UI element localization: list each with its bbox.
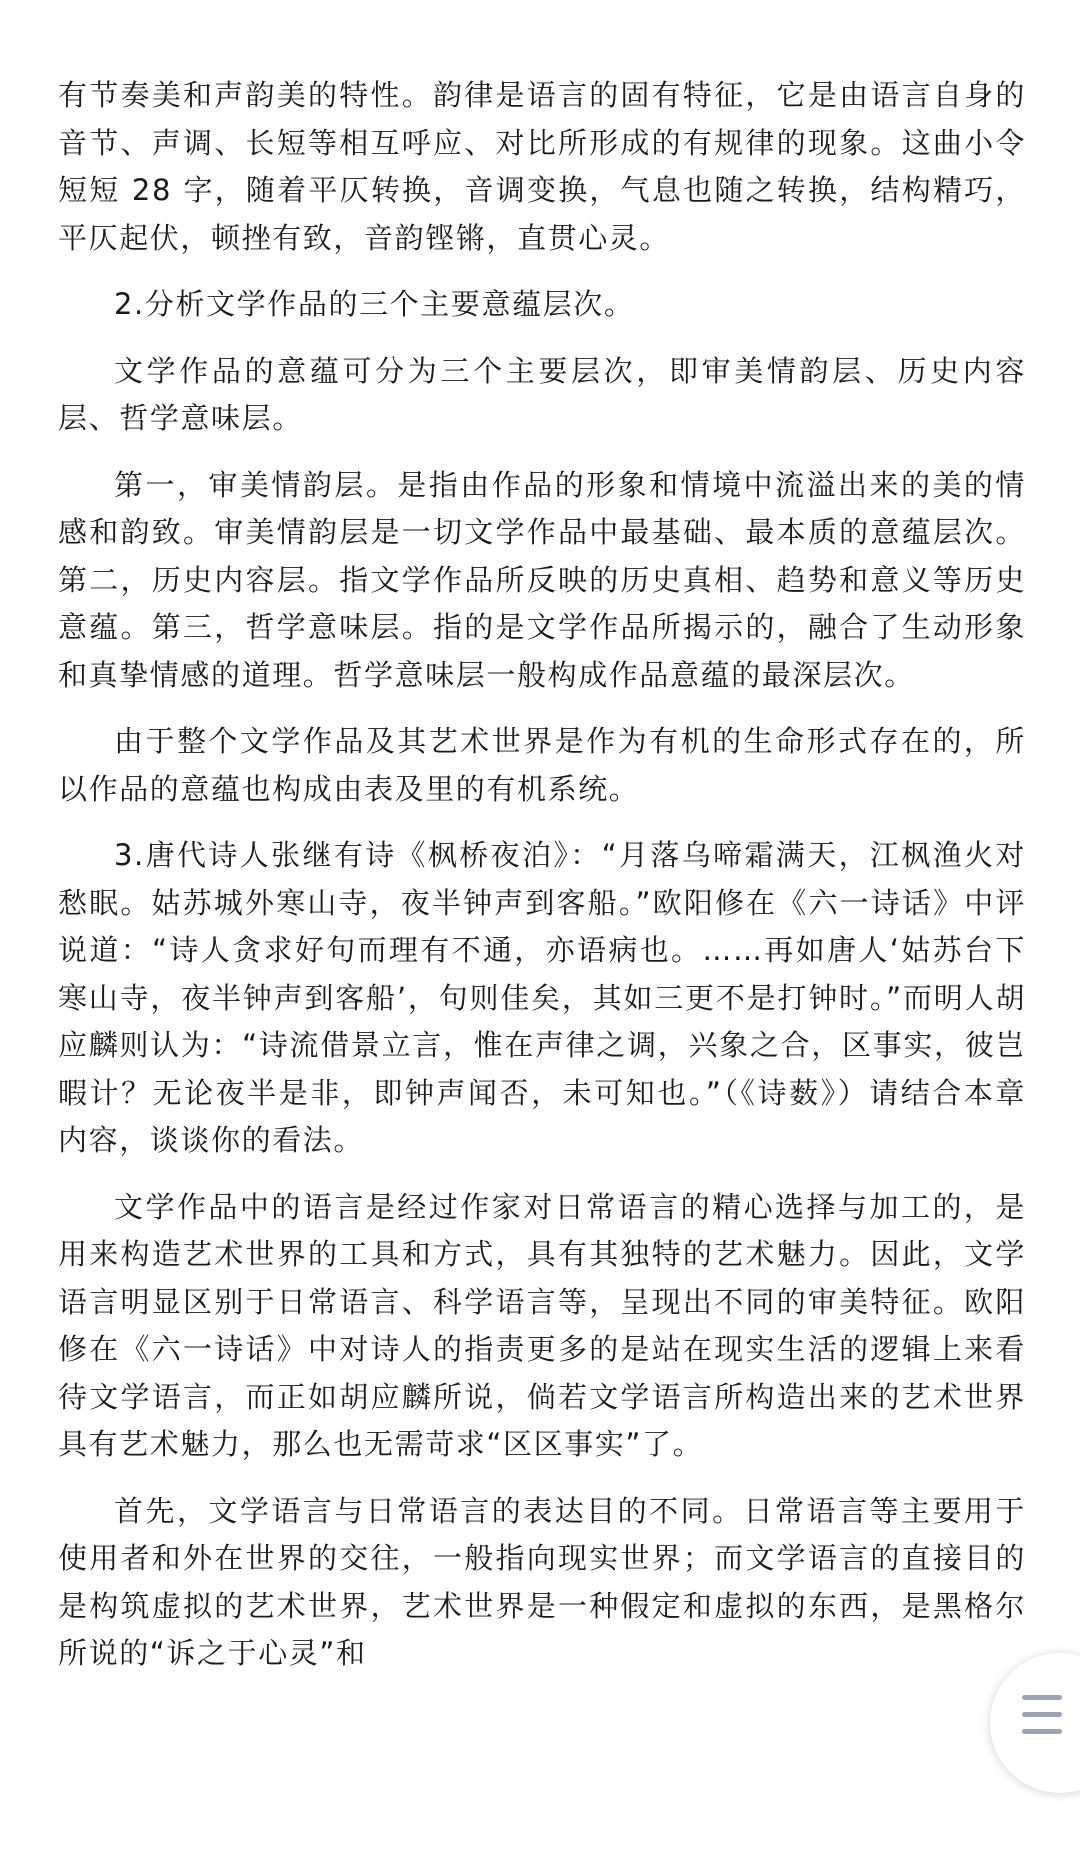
- question-3-paragraph: 3.唐代诗人张继有诗《枫桥夜泊》：“月落乌啼霜满天，江枫渔火对愁眠。姑苏城外寒山寺，夜半钟声到客船。”欧阳修在《六一诗话》中评说道：“诗人贪求好句而理有不通，亦语病也。……再如唐人‘姑苏台下寒山寺，夜半钟声到客船’，句则佳矣，其如三更不是打钟时。”而明人胡应麟则认为：“诗流借景立言，惟在声律之调，兴象之合，区事实，彼岂暇计？无论夜半是非，即钟声闻否，未可知也。”（《诗薮》）请结合本章内容，谈谈你的看法。: [58, 838, 1026, 1157]
- paragraph-three-layers: 文学作品的意蕴可分为三个主要层次，即审美情韵层、历史内容层、哲学意味层。: [58, 353, 1026, 435]
- paragraph-layer-details: 第一，审美情韵层。是指由作品的形象和情境中流溢出来的美的情感和韵致。审美情韵层是一切文学作品中最基础、最本质的意蕴层次。第二，历史内容层。指文学作品所反映的历史真相、趋势和意义等历史意蕴。第三，哲学意味层。指的是文学作品所揭示的，融合了生动形象和真挚情感的道理。哲学意味层一般构成作品意蕴的最深层次。: [58, 467, 1026, 692]
- question-2-heading: 2.分析文学作品的三个主要意蕴层次。: [114, 287, 635, 321]
- paragraph-rhythm-continuation: 有节奏美和声韵美的特性。韵律是语言的固有特征，它是由语言自身的音节、声调、长短等相互呼应、对比所形成的有规律的现象。这曲小令短短 28 字，随着平仄转换，音调变换，气息也随之转换，结构精巧，平仄起伏，顿挫有致，音韵铿锵，直贯心灵。: [58, 78, 1026, 255]
- menu-icon: [1022, 1695, 1062, 1751]
- paragraph-literary-language: 文学作品中的语言是经过作家对日常语言的精心选择与加工的，是用来构造艺术世界的工具和方式，具有其独特的艺术魅力。因此，文学语言明显区别于日常语言、科学语言等，呈现出不同的审美特征。欧阳修在《六一诗话》中对诗人的指责更多的是站在现实生活的逻辑上来看待文学语言，而正如胡应麟所说，倘若文学语言所构造出来的艺术世界具有艺术魅力，那么也无需苛求“区区事实”了。: [58, 1189, 1026, 1461]
- document-body: [58, 72, 1026, 1678]
- paragraph-organic-system: 由于整个文学作品及其艺术世界是作为有机的生命形式存在的，所以作品的意蕴也构成由表及里的有机系统。: [58, 724, 1026, 806]
- paragraph-expression-purpose: 首先，文学语言与日常语言的表达目的不同。日常语言等主要用于使用者和外在世界的交往，一般指向现实世界；而文学语言的直接目的是构筑虚拟的艺术世界，艺术世界是一种假定和虚拟的东西，是黑格尔所说的“诉之于心灵”和: [58, 1493, 1026, 1670]
